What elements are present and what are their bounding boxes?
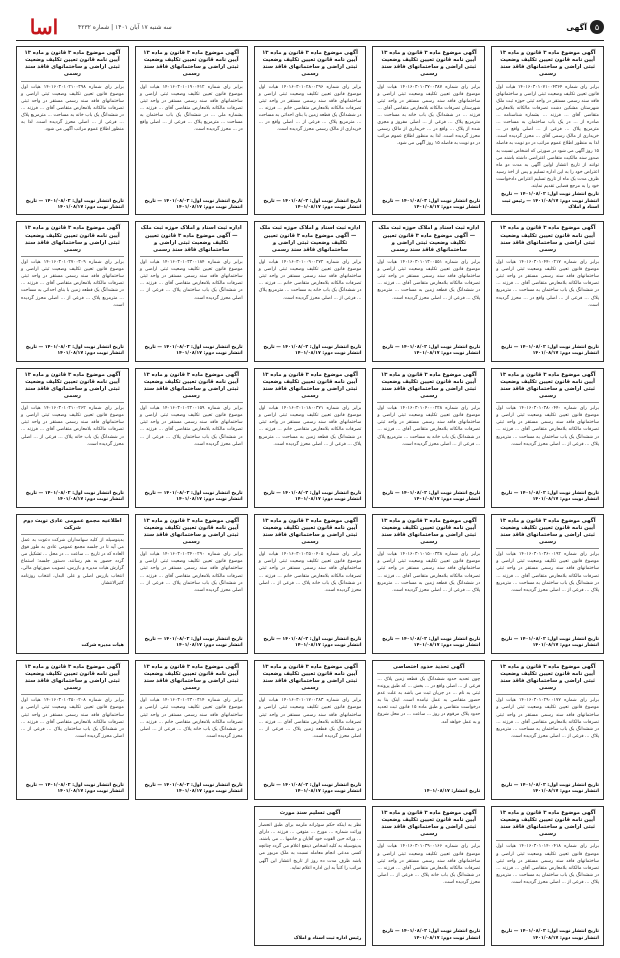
notice-title: آگهی موضوع ماده ۳ قانون و ماده ۱۳ آیین نامه قانون تعیین تکلیف وضعیت ثبتی اراضی و ساختمانهای فاقد سند رسمی bbox=[259, 50, 362, 82]
legal-notice bbox=[372, 514, 485, 654]
notice-footer: تاریخ انتشار نوبت اول: ۱۴۰۱/۰۸/۰۳ — تاریخ انتشار نوبت دوم: ۱۴۰۱/۰۸/۱۷ bbox=[382, 198, 481, 211]
notice-body: برابر رای شماره ۱۴۰۱۶۰۳۰۱۰۷۱۰۰۴۳۶۴ هیات اول قانون تعیین تکلیف وضعیت ثبتی اراضی و ساختمانهای فاقد سند رسمی مستقر در واحد ثبتی حوزه ثبت ملک شهرستان مشکین دشت تصرفات مالکانه بلامعارض متقاضی آقای ... فرزند ... بشماره شناسنامه ... صادره از ... در یک باب ساختمان به مساحت ... مترمربع پلاک ... فرعی از ... اصلی واقع در ... خریداری از مالک رسمی آقای ... محرز گردیده است. لذا به منظور اطلاع عموم مراتب در دو نوبت به فاصله ۱۵ روز آگهی می شود در صورتی که اشخاص نسبت به صدور سند مالکیت متقاضی اعتراضی داشته باشند می توانند از تاریخ انتشار اولین آگهی به مدت دو ماه اعتراض خود را به این اداره تسلیم و پس از اخذ رسید ظرف مدت یک ماه از تاریخ تسلیم اعتراض دادخواست خود را به مرجع قضایی تقدیم نمایند. bbox=[496, 84, 599, 190]
notice-body: برابر رای شماره ۱۴۰۱۶۰۳۰۱۰۳۵۰۰۲۰۸ هیات اول موضوع قانون تعیین تکلیف وضعیت ثبتی اراضی و ساختمانهای فاقد سند رسمی مستقر در واحد ثبتی تصرفات مالکانه بلامعارض متقاضی آقای ... فرزند ... در ششدانگ یک باب ساختمان پلاک ... فرعی از ... اصلی محرز گردیده است. bbox=[21, 698, 124, 739]
notice-footer: تاریخ انتشار نوبت اول: ۱۴۰۱/۰۸/۰۲ — تاریخ انتشار نوبت دوم: ۱۴۰۱/۰۸/۱۷ bbox=[263, 783, 362, 795]
notice-title: آگهی موضوع ماده ۳ قانون و ماده ۱۳ آیین نامه قانون تعیین تکلیف وضعیت ثبتی اراضی و ساختمانهای فاقد سند رسمی bbox=[21, 50, 124, 82]
notice-body: برابر رای شماره ۱۴۰۱۶۰۳۰۱۰۳۴۰۰۲۹۰ هیات اول موضوع قانون تعیین تکلیف وضعیت ثبتی اراضی و ساختمانهای فاقد سند رسمی مستقر در واحد ثبتی تصرفات مالکانه بلامعارض متقاضی آقای ... فرزند ... در ششدانگ یک باب ساختمان پلاک ... فرعی از ... اصلی محرز گردیده است. bbox=[139, 552, 243, 593]
notice-footer: تاریخ انتشار نوبت اول: ۱۴۰۱/۰۸/۰۲ — تاریخ انتشار نوبت دوم: ۱۴۰۱/۰۸/۱۷ bbox=[382, 490, 481, 503]
notice-body: برابر رای شماره ۱۴۰۱۶۰۳۰۱۰۳۶۰۰۱۹۲ هیات اول موضوع قانون تعیین تکلیف وضعیت ثبتی اراضی و ساختمانهای فاقد سند رسمی مستقر در واحد ثبتی تصرفات مالکانه بلامعارض متقاضی آقای ... فرزند ... در ششدانگ یک باب ساختمان به مساحت ... مترمربع پلاک ... فرعی از ... اصلی محرز گردیده است. bbox=[496, 552, 599, 593]
legal-notice bbox=[254, 660, 367, 800]
notice-footer: تاریخ انتشار نوبت اول: ۱۴۰۱/۰۸/۰۲ — تاریخ انتشار نوبت دوم: ۱۴۰۱/۰۸/۱۷ bbox=[263, 636, 362, 649]
notice-footer: تاریخ انتشار نوبت اول: ۱۴۰۱/۰۸/۰۲ — تاریخ انتشار نوبت دوم: ۱۴۰۱/۰۸/۱۷ bbox=[501, 783, 599, 795]
legal-notice bbox=[254, 221, 367, 361]
newspaper-logo bbox=[16, 16, 72, 38]
legal-notice bbox=[16, 368, 129, 508]
legal-notice bbox=[135, 221, 248, 361]
notice-body: برابر رای شماره ۱۴۰۱۶۰۳۰۱۰۳۳۰۰۱۸۴ هیات اول موضوع قانون تعیین تکلیف وضعیت ثبتی اراضی و ساختمانهای فاقد سند رسمی مستقر در واحد ثبتی تصرفات مالکانه بلامعارض متقاضی آقای ... فرزند ... در ششدانگ یک باب ساختمان پلاک ... فرعی از ... اصلی محرز گردیده است. bbox=[139, 260, 243, 301]
legal-notice bbox=[372, 368, 485, 508]
notice-body: برابر رای شماره ۱۴۰۱۶۰۳۰۱۰۲۳۰۰۳۱۴ هیات اول موضوع قانون تعیین تکلیف وضعیت ثبتی اراضی و ساختمانهای فاقد سند رسمی مستقر در واحد ثبتی تصرفات مالکانه بلامعارض متقاضی خانم ... فرزند ... در ششدانگ یک باب خانه پلاک ... فرعی از ... اصلی محرز گردیده است. bbox=[139, 698, 243, 739]
notice-title: اطلاعیه مجمع عمومی عادی نوبت دوم شرکت bbox=[21, 518, 124, 535]
notice-footer: تاریخ انتشار نوبت اول: ۱۴۰۱/۰۸/۰۲ — تاریخ انتشار نوبت دوم: ۱۴۰۱/۰۸/۱۷ bbox=[501, 929, 599, 941]
notice-title: آگهی موضوع ماده ۳ قانون و ماده ۱۳ آیین نامه قانون تعیین تکلیف وضعیت ثبتی اراضی و ساختمانهای فاقد سند رسمی bbox=[496, 518, 599, 550]
notice-footer: تاریخ انتشار: ۱۴۰۱/۰۸/۱۷ bbox=[424, 789, 481, 795]
notice-title: آگهی موضوع ماده ۳ قانون و ماده ۱۳ آیین نامه قانون تعیین تکلیف وضعیت ثبتی اراضی و ساختمانهای فاقد سند رسمی bbox=[377, 810, 480, 842]
page-number: ۵ bbox=[590, 20, 604, 34]
section-title: آگهی bbox=[566, 22, 587, 32]
notice-footer: تاریخ انتشار نوبت اول: ۱۴۰۱/۰۸/۰۲ — تاریخ انتشار نوبت دوم: ۱۴۰۱/۰۸/۱۷ bbox=[501, 636, 599, 649]
notice-body: بدینوسیله از کلیه سهامداران شرکت دعوت به عمل می آید تا در جلسه مجمع عمومی عادی به طور فوق العاده که در تاریخ ... ساعت ... در محل ... تشکیل می گردد حضور به هم رسانند. دستور جلسه: استماع گزارش هیات مدیره و بازرس، تصویب صورتهای مالی، انتخاب بازرس اصلی و علی البدل، انتخاب روزنامه کثیرالانتشار. bbox=[21, 537, 124, 586]
notice-title: آگهی موضوع ماده ۳ قانون و ماده ۱۳ آیین نامه قانون تعیین تکلیف وضعیت ثبتی اراضی و ساختمانهای فاقد سند رسمی bbox=[259, 664, 362, 696]
notice-title: آگهی موضوع ماده ۳ قانون و ماده ۱۳ آیین نامه قانون تعیین تکلیف وضعیت ثبتی اراضی و ساختمانهای فاقد سند رسمی bbox=[140, 50, 243, 82]
notice-footer: تاریخ انتشار نوبت اول: ۱۴۰۱/۰۸/۰۲ — تاریخ انتشار نوبت دوم: ۱۴۰۱/۰۸/۱۷ bbox=[501, 344, 599, 357]
notice-footer: هیات مدیره شرکت bbox=[81, 643, 124, 649]
legal-notice bbox=[491, 221, 604, 361]
notice-title: آگهی موضوع ماده ۳ قانون و ماده ۱۳ آیین نامه قانون تعیین تکلیف وضعیت ثبتی اراضی و ساختمانهای فاقد سند رسمی bbox=[496, 50, 599, 82]
notice-title: اداره ثبت اسناد و املاک حوزه ثبت ملک — آگهی موضوع ماده ۳ قانون تعیین تکلیف وضعیت ثبتی اراضی و ساختمانهای فاقد سند رسمی bbox=[377, 225, 480, 257]
section-marker bbox=[566, 20, 604, 34]
notice-title: آگهی موضوع ماده ۳ قانون و ماده ۱۳ آیین نامه قانون تعیین تکلیف وضعیت ثبتی اراضی و ساختمانهای فاقد سند رسمی bbox=[21, 372, 124, 404]
notice-body: برابر رای شماره ۱۴۰۱۶۰۳۰۱۰۱۹۰۰۴۱۲ هیات اول موضوع قانون تعیین تکلیف وضعیت ثبتی اراضی و ساختمانهای فاقد سند رسمی مستقر در واحد ثبتی تصرفات مالکانه بلامعارض متقاضی آقای ... فرزند ... بشماره ملی ... در ششدانگ یک باب ساختمان به مساحت ... مترمربع پلاک ... فرعی از ... اصلی واقع در ... محرز گردیده است. bbox=[139, 84, 243, 133]
notice-body: برابر رای شماره ۱۴۰۱۶۰۳۰۱۰۲۸۰۰۲۹۶ هیات اول موضوع قانون تعیین تکلیف وضعیت ثبتی اراضی و ساختمانهای فاقد سند رسمی مستقر در واحد ثبتی تصرفات مالکانه بلامعارض متقاضی خانم ... فرزند ... در ششدانگ یک قطعه زمین با بنای احداثی به مساحت ... مترمربع پلاک ... فرعی از ... اصلی واقع در ... خریداری از مالک رسمی محرز گردیده است. bbox=[258, 84, 362, 133]
legal-notice bbox=[372, 221, 485, 361]
notice-footer: تاریخ انتشار نوبت اول: ۱۴۰۱/۰۸/۰۲ — تاریخ انتشار نوبت دوم: ۱۴۰۱/۰۸/۱۷ — رئیس ثبت اسناد و املاک bbox=[501, 192, 599, 211]
notice-title: اداره ثبت اسناد و املاک حوزه ثبت ملک — آگهی موضوع ماده ۳ قانون تعیین تکلیف وضعیت ثبتی اراضی و ساختمانهای فاقد سند رسمی bbox=[259, 225, 362, 257]
legal-notice bbox=[491, 46, 604, 215]
legal-notice bbox=[372, 660, 485, 800]
notice-footer: رئیس اداره ثبت اسناد و املاک bbox=[293, 935, 362, 941]
notice-body: برابر رای شماره ۱۴۰۱۶۰۳۰۱۰۲۷۰۰۳۰۹ هیات اول موضوع قانون تعیین تکلیف وضعیت ثبتی اراضی و ساختمانهای فاقد سند رسمی مستقر در واحد ثبتی تصرفات مالکانه بلامعارض متقاضی آقای ... فرزند ... در ششدانگ یک قطعه زمین با بنای احداثی به مساحت ... مترمربع پلاک ... فرعی از ... اصلی محرز گردیده است. bbox=[21, 260, 124, 308]
page-header bbox=[16, 14, 604, 41]
notice-footer: تاریخ انتشار نوبت اول: ۱۴۰۱/۰۸/۰۲ — تاریخ انتشار نوبت دوم: ۱۴۰۱/۰۸/۱۷ bbox=[25, 490, 124, 503]
notice-body: برابر رای شماره ۱۴۰۱۶۰۳۰۱۰۱۵۰۰۳۳۸ هیات اول موضوع قانون تعیین تکلیف وضعیت ثبتی اراضی و ساختمانهای فاقد سند رسمی مستقر در واحد ثبتی تصرفات مالکانه بلامعارض متقاضی آقای ... فرزند ... در ششدانگ یک قطعه زمین به مساحت ... مترمربع پلاک ... فرعی از ... اصلی محرز گردیده است. bbox=[377, 552, 481, 593]
legal-notice bbox=[16, 46, 129, 215]
notice-footer: تاریخ انتشار نوبت اول: ۱۴۰۱/۰۸/۰۲ — تاریخ انتشار نوبت دوم: ۱۴۰۱/۰۸/۱۷ bbox=[144, 490, 243, 503]
notice-title: آگهی موضوع ماده ۳ قانون و ماده ۱۳ آیین نامه قانون تعیین تکلیف وضعیت ثبتی اراضی و ساختمانهای فاقد سند رسمی bbox=[21, 225, 124, 257]
notice-body: برابر رای شماره ۱۴۰۱۶۰۳۰۱۰۱۴۰۰۴۱۸ هیات اول موضوع قانون تعیین تکلیف وضعیت ثبتی اراضی و ساختمانهای فاقد سند رسمی مستقر در واحد ثبتی تصرفات مالکانه بلامعارض متقاضی آقای ... فرزند ... در ششدانگ یک باب ساختمان به مساحت ... مترمربع پلاک ... فرعی از ... اصلی محرز گردیده است. bbox=[496, 844, 599, 885]
notice-footer: تاریخ انتشار نوبت اول: ۱۴۰۱/۰۸/۰۲ — تاریخ انتشار نوبت دوم: ۱۴۰۱/۰۸/۱۷ bbox=[382, 344, 481, 357]
notice-body: برابر رای شماره ۱۴۰۱۶۰۳۰۱۰۳۹۰۰۱۶۶ هیات اول موضوع قانون تعیین تکلیف وضعیت ثبتی اراضی و ساختمانهای فاقد سند رسمی مستقر در واحد ثبتی تصرفات مالکانه بلامعارض متقاضی آقای ... فرزند ... در ششدانگ یک باب خانه پلاک ... فرعی از ... اصلی محرز گردیده است. bbox=[377, 844, 481, 885]
notice-footer: تاریخ انتشار نوبت اول: ۱۴۰۱/۰۸/۰۲ — تاریخ انتشار نوبت دوم: ۱۴۰۱/۰۸/۱۷ bbox=[501, 490, 599, 503]
legal-notice bbox=[16, 514, 129, 654]
legal-notice bbox=[135, 660, 248, 800]
legal-notice bbox=[16, 221, 129, 361]
notice-body: برابر رای شماره ۱۴۰۱۶۰۳۰۱۰۳۸۰۰۴۴۰ هیات اول موضوع قانون تعیین تکلیف وضعیت ثبتی اراضی و ساختمانهای فاقد سند رسمی مستقر در واحد ثبتی تصرفات مالکانه بلامعارض متقاضی آقای ... فرزند ... در ششدانگ یک باب ساختمان به مساحت ... مترمربع پلاک ... فرعی از ... اصلی محرز گردیده است. bbox=[496, 406, 599, 447]
notice-body: برابر رای شماره ۱۴۰۱۶۰۳۰۱۰۴۰۰۰۲۲۸ هیات اول موضوع قانون تعیین تکلیف وضعیت ثبتی اراضی و ساختمانهای فاقد سند رسمی مستقر در واحد ثبتی تصرفات مالکانه بلامعارض متقاضی آقای ... فرزند ... در ششدانگ یک باب خانه به مساحت ... مترمربع پلاک ... فرعی از ... اصلی محرز گردیده است. bbox=[377, 406, 481, 447]
notice-body: برابر رای شماره ۱۴۰۱۶۰۳۰۱۰۳۷۰۰۳۸۷ هیات اول موضوع قانون تعیین تکلیف وضعیت ثبتی اراضی و ساختمانهای فاقد سند رسمی مستقر در واحد ثبتی شهرستان تصرفات مالکانه بلامعارض متقاضی آقای ... فرزند ... در ششدانگ یک باب خانه به مساحت ... مترمربع پلاک ... فرعی از ... اصلی مفروز و مجزی شده از پلاک ... واقع در ... خریداری از مالک رسمی محرز گردیده است. لذا به منظور اطلاع عموم مراتب در دو نوبت به فاصله ۱۵ روز آگهی می شود. bbox=[377, 84, 481, 147]
notice-footer: تاریخ انتشار نوبت اول: ۱۴۰۱/۰۸/۰۲ — تاریخ انتشار نوبت دوم: ۱۴۰۱/۰۸/۱۷ bbox=[25, 783, 124, 795]
notice-footer: تاریخ انتشار نوبت اول: ۱۴۰۱/۰۸/۰۲ — تاریخ انتشار نوبت دوم: ۱۴۰۱/۰۸/۱۷ bbox=[263, 198, 362, 211]
legal-notice bbox=[491, 806, 604, 946]
legal-notice bbox=[491, 368, 604, 508]
legal-notice bbox=[254, 368, 367, 508]
notice-title: آگهی موضوع ماده ۳ قانون و ماده ۱۳ آیین نامه قانون تعیین تکلیف وضعیت ثبتی اراضی و ساختمانهای فاقد سند رسمی bbox=[496, 372, 599, 404]
notice-title: آگهی موضوع ماده ۳ قانون و ماده ۱۳ آیین نامه قانون تعیین تکلیف وضعیت ثبتی اراضی و ساختمانهای فاقد سند رسمی bbox=[259, 372, 362, 404]
notice-footer: تاریخ انتشار نوبت اول: ۱۴۰۱/۰۸/۰۲ — تاریخ انتشار نوبت دوم: ۱۴۰۱/۰۸/۱۷ bbox=[144, 783, 243, 795]
legal-notice bbox=[135, 368, 248, 508]
notice-title: آگهی تسلیم سند مورث bbox=[259, 810, 362, 820]
legal-notice bbox=[372, 46, 485, 215]
legal-notice bbox=[135, 46, 248, 215]
notice-footer: تاریخ انتشار نوبت اول: ۱۴۰۱/۰۸/۰۲ — تاریخ انتشار نوبت دوم: ۱۴۰۱/۰۸/۱۷ bbox=[144, 198, 243, 211]
notice-title: آگهی موضوع ماده ۳ قانون و ماده ۱۳ آیین نامه قانون تعیین تکلیف وضعیت ثبتی اراضی و ساختمانهای فاقد سند رسمی bbox=[496, 225, 599, 257]
notice-body: برابر رای شماره ۱۴۰۱۶۰۳۰۱۰۲۵۰۰۴۰۵ هیات اول موضوع قانون تعیین تکلیف وضعیت ثبتی اراضی و ساختمانهای فاقد سند رسمی مستقر در واحد ثبتی تصرفات مالکانه بلامعارض متقاضی خانم ... فرزند ... در ششدانگ یک باب خانه پلاک ... فرعی از ... اصلی محرز گردیده است. bbox=[258, 552, 362, 593]
notice-title: آگهی موضوع ماده ۳ قانون و ماده ۱۳ آیین نامه قانون تعیین تکلیف وضعیت ثبتی اراضی و ساختمانهای فاقد سند رسمی bbox=[140, 518, 243, 550]
notice-footer: تاریخ انتشار نوبت اول: ۱۴۰۱/۰۸/۰۲ — تاریخ انتشار نوبت دوم: ۱۴۰۱/۰۸/۱۷ bbox=[25, 344, 124, 357]
notice-footer: تاریخ انتشار نوبت اول: ۱۴۰۱/۰۸/۰۲ — تاریخ انتشار نوبت دوم: ۱۴۰۱/۰۸/۱۷ bbox=[263, 344, 362, 357]
legal-notice bbox=[491, 514, 604, 654]
legal-notice bbox=[135, 514, 248, 654]
notice-body: چون تحدید حدود ششدانگ یک قطعه زمین پلاک ... فرعی از ... اصلی واقع در ... بخش ... که طبق پرونده ثبتی به نام ... در جریان ثبت می باشد به علت عدم حضور متقاضی به عمل نیامده است. اینک بنا به درخواست متقاضی و طبق ماده ۱۵ قانون ثبت تحدید حدود پلاک مرقوم در روز ... ساعت ... در محل شروع و به عمل خواهد آمد. bbox=[377, 676, 481, 725]
legal-notice bbox=[254, 806, 367, 946]
notice-footer: تاریخ انتشار نوبت اول: ۱۴۰۱/۰۸/۰۲ — تاریخ انتشار نوبت دوم: ۱۴۰۱/۰۸/۱۷ bbox=[144, 344, 243, 357]
legal-notice bbox=[372, 806, 485, 946]
notice-title: آگهی موضوع ماده ۳ قانون و ماده ۱۳ آیین نامه قانون تعیین تکلیف وضعیت ثبتی اراضی و ساختمانهای فاقد سند رسمی bbox=[140, 664, 243, 696]
notice-title: اداره ثبت اسناد و املاک حوزه ثبت ملک — آگهی موضوع ماده ۳ قانون تعیین تکلیف وضعیت ثبتی اراضی و ساختمانهای فاقد سند رسمی bbox=[140, 225, 243, 257]
notice-body: برابر رای شماره ۱۴۰۱۶۰۳۰۱۰۴۴۰۰۲۱۷ هیات اول موضوع قانون تعیین تکلیف وضعیت ثبتی اراضی و ساختمانهای فاقد سند رسمی مستقر در واحد ثبتی تصرفات مالکانه بلامعارض متقاضی آقای ... فرزند ... در ششدانگ یک باب ساختمان به مساحت ... مترمربع پلاک ... فرعی از ... اصلی واقع در ... محرز گردیده است. bbox=[496, 260, 599, 308]
notice-footer: تاریخ انتشار نوبت اول: ۱۴۰۱/۰۸/۰۲ — تاریخ انتشار نوبت دوم: ۱۴۰۱/۰۸/۱۷ bbox=[25, 198, 124, 211]
notice-title: آگهی موضوع ماده ۳ قانون و ماده ۱۳ آیین نامه قانون تعیین تکلیف وضعیت ثبتی اراضی و ساختمانهای فاقد سند رسمی bbox=[377, 372, 480, 404]
notice-footer: تاریخ انتشار نوبت اول: ۱۴۰۱/۰۸/۰۲ — تاریخ انتشار نوبت دوم: ۱۴۰۱/۰۸/۱۷ bbox=[382, 636, 481, 649]
notice-footer: تاریخ انتشار نوبت اول: ۱۴۰۱/۰۸/۰۲ — تاریخ انتشار نوبت دوم: ۱۴۰۱/۰۸/۱۷ bbox=[144, 636, 243, 649]
notice-body: برابر رای شماره ۱۴۰۱۶۰۳۰۱۰۲۲۰۰۱۵۹ هیات اول موضوع قانون تعیین تکلیف وضعیت ثبتی اراضی و ساختمانهای فاقد سند رسمی مستقر در واحد ثبتی تصرفات مالکانه بلامعارض متقاضی آقای ... فرزند ... در ششدانگ یک باب ساختمان پلاک ... فرعی از ... اصلی محرز گردیده است. bbox=[139, 406, 243, 447]
notice-title: آگهی موضوع ماده ۳ قانون و ماده ۱۳ آیین نامه قانون تعیین تکلیف وضعیت ثبتی اراضی و ساختمانهای فاقد سند رسمی bbox=[259, 518, 362, 550]
issue-info: سه شنبه ۱۷ آبان ۱۴۰۱ | شماره ۴۲۳۲ bbox=[78, 23, 172, 31]
notice-body: برابر رای شماره ۱۴۰۱۶۰۳۰۱۰۰۹۰۰۲۷۲ هیات اول موضوع قانون تعیین تکلیف وضعیت ثبتی اراضی و ساختمانهای فاقد سند رسمی مستقر در واحد ثبتی تصرفات مالکانه بلامعارض متقاضی خانم ... فرزند ... در ششدانگ یک باب خانه به مساحت ... مترمربع پلاک ... فرعی از ... اصلی محرز گردیده است. bbox=[258, 260, 362, 301]
legal-notice bbox=[491, 660, 604, 800]
notice-body: نظر به اینکه حکم سوئرانه ملزمه برای طبق انحصار وراثت شماره ... مورخ ... متوفی ... فرزند ... دارای ... وراثه حین الفوت خود آقایان و خانمها ... می باشند. بدینوسیله به کلیه اشخاص ذینفع اعلام می گردد چنانچه کسی مدعی انجام معامله نسبت به ملک مزبور می باشد ظرف مدت ده روز از تاریخ انتشار این آگهی مراتب را کتباً به این اداره اعلام نماید. bbox=[258, 823, 362, 871]
notice-footer: تاریخ انتشار نوبت اول: ۱۴۰۱/۰۸/۰۲ — تاریخ انتشار نوبت دوم: ۱۴۰۱/۰۸/۱۷ bbox=[382, 929, 481, 941]
legal-notice bbox=[16, 660, 129, 800]
notice-title: آگهی موضوع ماده ۳ قانون و ماده ۱۳ آیین نامه قانون تعیین تکلیف وضعیت ثبتی اراضی و ساختمانهای فاقد سند رسمی bbox=[377, 50, 480, 82]
notice-body: برابر رای شماره ۱۴۰۱۶۰۳۰۱۰۲۹۰۰۱۷۷ هیات اول موضوع قانون تعیین تکلیف وضعیت ثبتی اراضی و ساختمانهای فاقد سند رسمی مستقر در واحد ثبتی تصرفات مالکانه بلامعارض متقاضی آقای ... فرزند ... در ششدانگ یک باب ساختمان به مساحت ... مترمربع پلاک ... فرعی از ... اصلی محرز گردیده است. bbox=[496, 698, 599, 739]
notice-title: آگهی موضوع ماده ۳ قانون و ماده ۱۳ آیین نامه قانون تعیین تکلیف وضعیت ثبتی اراضی و ساختمانهای فاقد سند رسمی bbox=[496, 810, 599, 842]
notice-body: برابر رای شماره ۱۴۰۱۶۰۳۰۱۰۱۸۰۰۳۷۱ هیات اول موضوع قانون تعیین تکلیف وضعیت ثبتی اراضی و ساختمانهای فاقد سند رسمی مستقر در واحد ثبتی تصرفات مالکانه بلامعارض متقاضی خانم ... فرزند ... در ششدانگ یک قطعه زمین به مساحت ... مترمربع پلاک ... فرعی از ... اصلی محرز گردیده است. bbox=[258, 406, 362, 447]
notice-title: آگهی تحدید حدود اختصاصی bbox=[377, 664, 480, 674]
notice-body: برابر رای شماره ۱۴۰۱۶۰۳۰۱۰۱۷۰۰۲۸۳ هیات اول موضوع قانون تعیین تکلیف وضعیت ثبتی اراضی و ساختمانهای فاقد سند رسمی مستقر در واحد ثبتی تصرفات مالکانه بلامعارض متقاضی آقای ... فرزند ... در ششدانگ یک قطعه زمین پلاک ... فرعی از ... اصلی محرز گردیده است. bbox=[258, 698, 362, 739]
notice-footer: تاریخ انتشار نوبت اول: ۱۴۰۱/۰۸/۰۲ — تاریخ انتشار نوبت دوم: ۱۴۰۱/۰۸/۱۷ bbox=[263, 490, 362, 503]
notice-body: برابر رای شماره ۱۴۰۱۶۰۳۰۱۰۳۱۰۰۲۶۲ هیات اول موضوع قانون تعیین تکلیف وضعیت ثبتی اراضی و ساختمانهای فاقد سند رسمی مستقر در واحد ثبتی تصرفات مالکانه بلامعارض متقاضی آقای ... فرزند ... در ششدانگ یک باب خانه پلاک ... فرعی از ... اصلی محرز گردیده است. bbox=[21, 406, 124, 447]
legal-notice bbox=[254, 46, 367, 215]
notice-title: آگهی موضوع ماده ۳ قانون و ماده ۱۳ آیین نامه قانون تعیین تکلیف وضعیت ثبتی اراضی و ساختمانهای فاقد سند رسمی bbox=[140, 372, 243, 404]
notice-title: آگهی موضوع ماده ۳ قانون و ماده ۱۳ آیین نامه قانون تعیین تکلیف وضعیت ثبتی اراضی و ساختمانهای فاقد سند رسمی bbox=[21, 664, 124, 696]
notice-title: آگهی موضوع ماده ۳ قانون و ماده ۱۳ آیین نامه قانون تعیین تکلیف وضعیت ثبتی اراضی و ساختمانهای فاقد سند رسمی bbox=[377, 518, 480, 550]
legal-notice bbox=[254, 514, 367, 654]
notice-title: آگهی موضوع ماده ۳ قانون و ماده ۱۳ آیین نامه قانون تعیین تکلیف وضعیت ثبتی اراضی و ساختمانهای فاقد سند رسمی bbox=[496, 664, 599, 696]
ads-grid bbox=[16, 46, 604, 946]
logo-text: اسا bbox=[29, 15, 59, 39]
notice-body: برابر رای شماره ۱۴۰۱۶۰۳۰۱۰۲۱۰۰۳۹۸ هیات اول موضوع قانون تعیین تکلیف وضعیت ثبتی اراضی و ساختمانهای فاقد سند رسمی مستقر در واحد ثبتی تصرفات مالکانه بلامعارض متقاضی آقای ... فرزند ... در ششدانگ یک باب خانه به مساحت ... مترمربع پلاک ... فرعی از ... اصلی محرز گردیده است. لذا به منظور اطلاع عموم مراتب آگهی می شود. bbox=[21, 84, 124, 133]
notice-body: برابر رای شماره ۱۴۰۱۶۰۳۰۱۰۱۳۰۰۵۵۱ هیات اول موضوع قانون تعیین تکلیف وضعیت ثبتی اراضی و ساختمانهای فاقد سند رسمی مستقر در واحد ثبتی تصرفات مالکانه بلامعارض متقاضی آقای ... فرزند ... در ششدانگ یک قطعه زمین به مساحت ... مترمربع پلاک ... فرعی از ... اصلی محرز گردیده است. bbox=[377, 260, 481, 301]
